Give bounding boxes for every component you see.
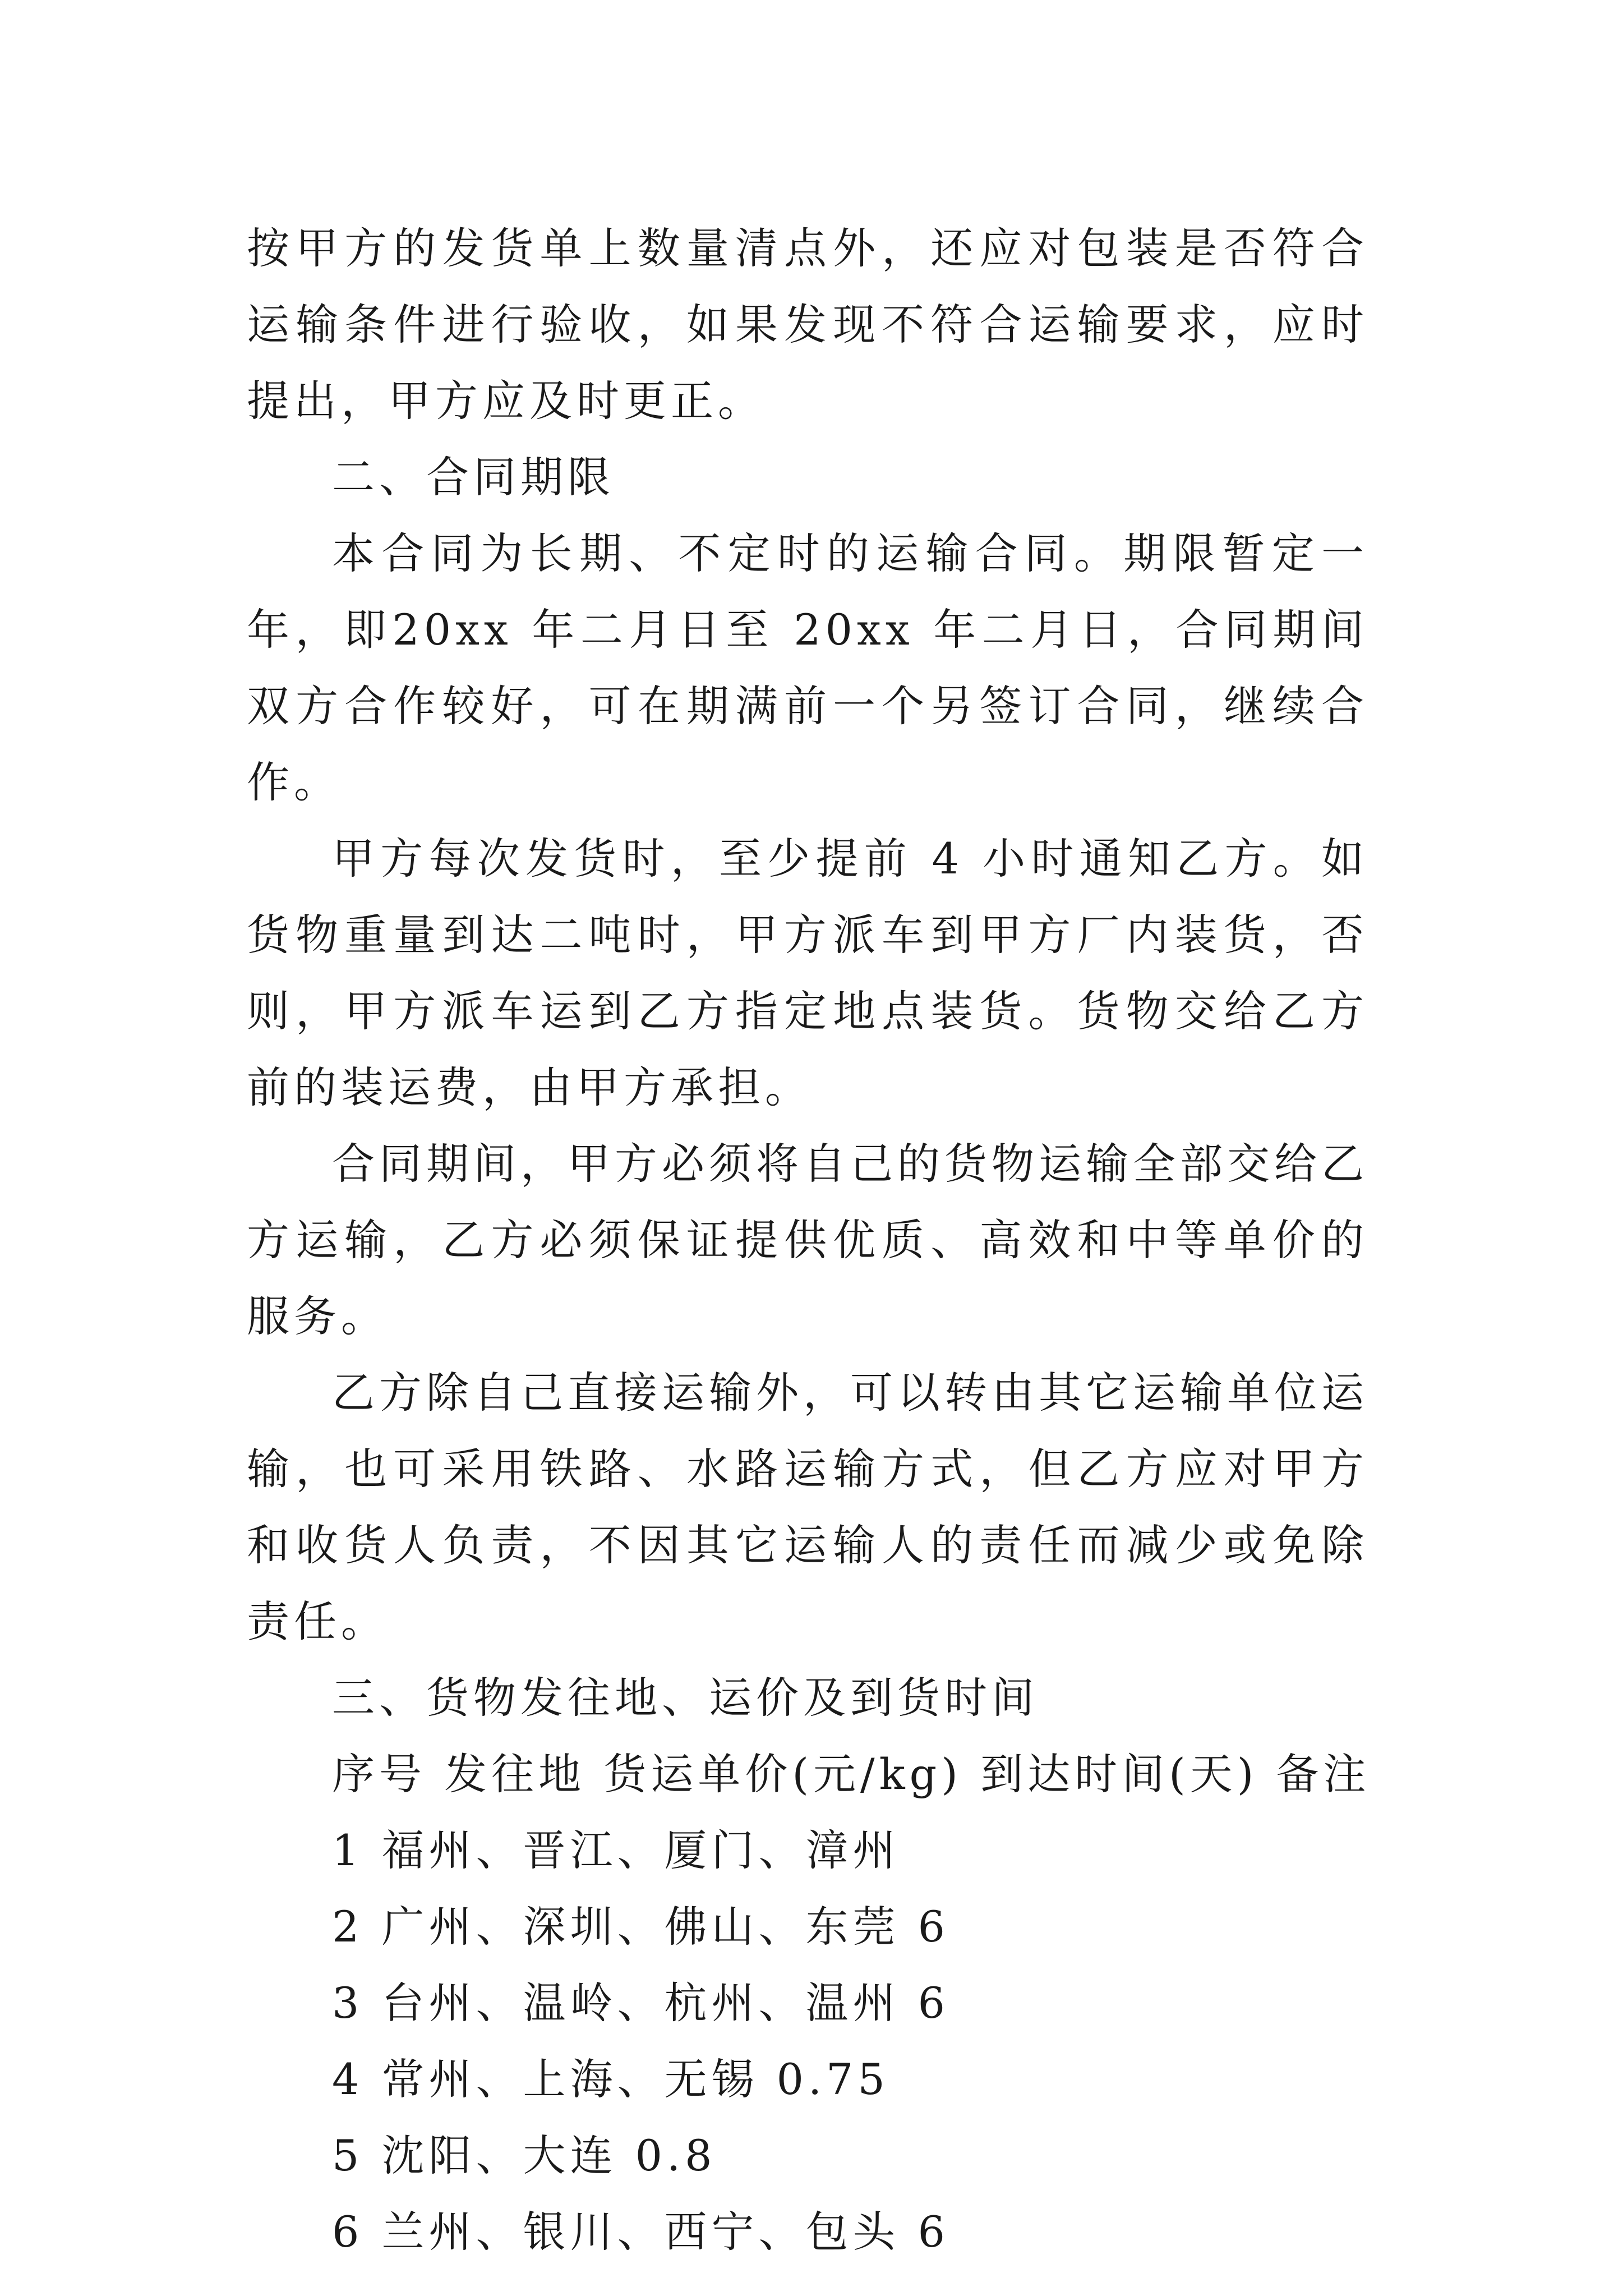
- rate-table-row: 3 台州、温岭、杭州、温州 6: [332, 1978, 950, 2028]
- paragraph-exclusive-transport: 合同期间，甲方必须将自己的货物运输全部交给乙方运输，乙方必须保证提供优质、高效和中等单价的服务。: [247, 1139, 1368, 1341]
- section-heading-destinations: 三、货物发往地、运价及到货时间: [332, 1673, 1039, 1723]
- paragraph-contract-period: 本合同为长期、不定时的运输合同。期限暂定一年，即20xx 年二月日至 20xx 年二月日，合同期间双方合作较好，可在期满前一个另签订合同，继续合作。: [247, 528, 1368, 807]
- paragraph-acceptance: 按甲方的发货单上数量清点外，还应对包装是否符合运输条件进行验收，如果发现不符合运输要求，应时提出，甲方应及时更正。: [247, 223, 1368, 426]
- rate-table-row: 5 沈阳、大连 0.8: [332, 2131, 717, 2180]
- rate-table-row: 4 常州、上海、无锡 0.75: [332, 2054, 889, 2104]
- paragraph-subcontracting: 乙方除自己直接运输外，可以转由其它运输单位运输，也可采用铁路、水路运输方式，但乙方应对甲方和收货人负责，不因其它运输人的责任而减少或免除责任。: [247, 1368, 1368, 1646]
- rate-table-row: 2 广州、深圳、佛山、东莞 6: [332, 1902, 950, 1952]
- paragraph-shipping-notice: 甲方每次发货时，至少提前 4 小时通知乙方。如货物重量到达二吨时，甲方派车到甲方厂内装货，否则，甲方派车运到乙方指定地点装货。货物交给乙方前的装运费，由甲方承担。: [247, 834, 1368, 1112]
- rate-table-row: 1 福州、晋江、厦门、漳州: [332, 1825, 900, 1875]
- rate-table-row: 6 兰州、银川、西宁、包头 6: [332, 2207, 950, 2257]
- rate-table-header: 序号 发往地 货运单价(元/kg) 到达时间(天) 备注: [332, 1749, 1371, 1799]
- section-heading-contract-term: 二、合同期限: [332, 452, 615, 502]
- document-body: [247, 210, 1371, 2270]
- rate-table: [247, 1736, 1371, 2270]
